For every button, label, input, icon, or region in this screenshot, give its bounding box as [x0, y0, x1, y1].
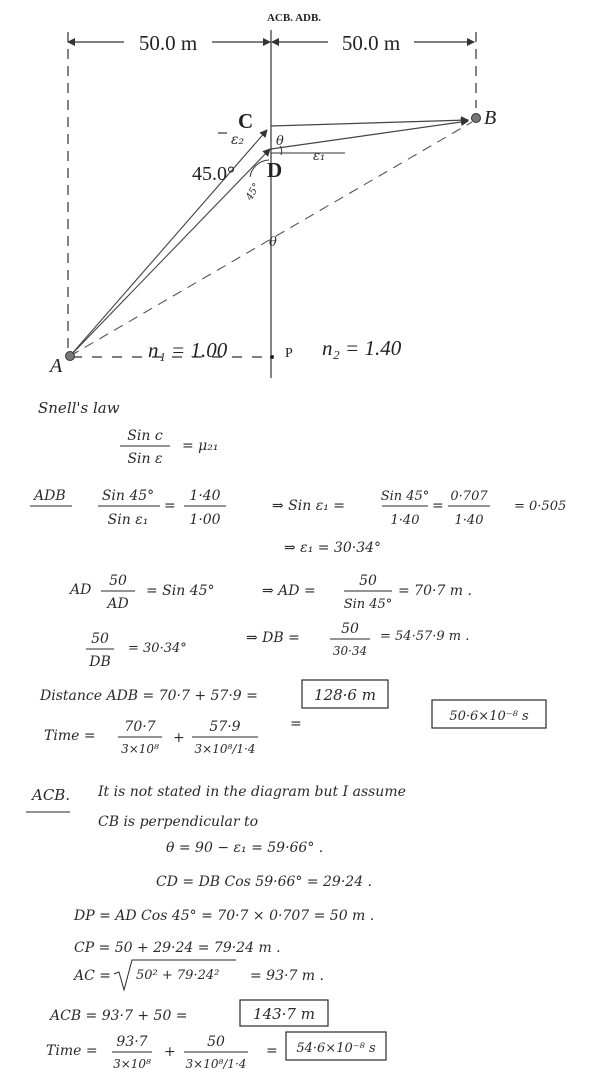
- l1-equals-2: =: [432, 498, 444, 514]
- l4-mid: = 30·34°: [128, 641, 187, 656]
- l6-answer: 50·6×10⁻⁸ s: [449, 709, 529, 724]
- snell-law-heading: Snell's law: [38, 399, 120, 417]
- l5-distance-adb: Distance ADB = 70·7 + 57·9 =: [40, 688, 258, 704]
- l3-frac2-den: Sin 45°: [343, 597, 393, 612]
- point-p: [270, 355, 274, 359]
- l8-cd: CD = DB Cos 59·66° = 29·24 .: [156, 874, 372, 890]
- l13-answer: 54·6×10⁻⁸ s: [296, 1041, 376, 1056]
- l6-lead: Time =: [44, 728, 96, 744]
- l1-frac2-den: 1·00: [189, 512, 221, 528]
- l1-result: = 0·505: [514, 499, 567, 514]
- l1-frac4-den: 1·40: [454, 513, 484, 528]
- l6-frac1-den: 3×10⁸: [121, 742, 159, 756]
- l1-frac3-num: Sin 45°: [380, 489, 430, 504]
- label-a: A: [50, 355, 63, 377]
- l3-frac2-num: 50: [359, 573, 377, 589]
- l6-frac2-den: 3×10⁸/1·4: [194, 742, 256, 756]
- label-c: C: [238, 109, 254, 133]
- angle-small-45: 45°: [244, 181, 263, 203]
- l3-result: = 70·7 m .: [398, 583, 472, 599]
- label-p: P: [285, 346, 293, 361]
- handwritten-solution: [26, 399, 566, 1071]
- refractive-index-n2: n₂ = 1.40: [322, 336, 402, 360]
- acb-section-label: ACB.: [32, 786, 71, 804]
- l4-frac1-den: DB: [89, 654, 111, 670]
- l6-plus: +: [173, 730, 185, 746]
- epsilon2-label: ε₂: [231, 132, 245, 148]
- l11-result: = 93·7 m .: [250, 968, 324, 984]
- adb-section-label: ADB: [34, 488, 66, 504]
- l3-frac1-den: AD: [107, 596, 129, 612]
- acb-note-line2: CB is perpendicular to: [98, 814, 259, 830]
- l1-frac4-num: 0·707: [450, 489, 488, 504]
- l12-acb-total: ACB = 93·7 + 50 =: [50, 1008, 188, 1024]
- l4-implies: ⇒ DB =: [246, 630, 300, 646]
- l1-frac3-den: 1·40: [390, 513, 420, 528]
- l1-frac1-den: Sin ε₁: [107, 512, 149, 528]
- l13-plus: +: [164, 1044, 176, 1060]
- ray-a-to-d: [70, 149, 270, 356]
- l10-cp: CP = 50 + 29·24 = 79·24 m .: [74, 940, 281, 956]
- l4-frac2-num: 50: [341, 621, 359, 637]
- l4-result: = 54·57·9 m .: [380, 629, 470, 644]
- epsilon1-label: ε₁: [313, 149, 326, 164]
- l3-lead: AD: [70, 582, 92, 598]
- l7-theta: θ = 90 − ε₁ = 59·66° .: [166, 840, 324, 856]
- l1-implies: ⇒ Sin ε₁ =: [272, 498, 346, 514]
- l3-frac1-num: 50: [109, 573, 127, 589]
- l1-frac1-num: Sin 45°: [101, 488, 155, 504]
- l13-frac2-num: 50: [207, 1034, 225, 1050]
- l3-mid: = Sin 45°: [146, 583, 215, 599]
- snell-rhs: = μ₂₁: [182, 438, 219, 454]
- distance-label-left: 50.0 m: [138, 31, 198, 55]
- label-d: D: [267, 158, 283, 182]
- distance-label-right: 50.0 m: [341, 31, 401, 55]
- l13-frac1-den: 3×10⁸: [113, 1057, 151, 1071]
- label-b: B: [484, 107, 497, 129]
- angle-label-45: 45.0°: [192, 163, 235, 185]
- l11-radicand: 50² + 79·24²: [136, 968, 220, 983]
- l1-equals: =: [164, 498, 176, 514]
- snell-fraction-denominator: Sin ε: [127, 451, 163, 467]
- l2-epsilon1: ⇒ ε₁ = 30·34°: [284, 540, 382, 556]
- l6-frac2-num: 57·9: [209, 719, 241, 735]
- point-a: [66, 352, 75, 361]
- l11-lead: AC =: [74, 968, 112, 984]
- optics-diagram: [48, 30, 496, 378]
- l12-answer: 143·7 m: [253, 1005, 315, 1023]
- acb-note-line1: It is not stated in the diagram but I assume: [98, 784, 406, 800]
- l13-equals: =: [266, 1043, 278, 1059]
- refractive-index-n1: n₁ = 1.00: [148, 338, 228, 362]
- l5-answer: 128·6 m: [314, 686, 376, 704]
- l3-implies: ⇒ AD =: [262, 583, 316, 599]
- l4-frac2-den: 30·34: [332, 644, 368, 658]
- l13-lead: Time =: [46, 1043, 98, 1059]
- ray-a-to-c: [70, 130, 267, 356]
- snell-fraction-numerator: Sin c: [127, 428, 163, 444]
- l9-dp: DP = AD Cos 45° = 70·7 × 0·707 = 50 m .: [74, 908, 375, 924]
- theta-label-lower: θ: [269, 235, 277, 250]
- l13-frac1-num: 93·7: [116, 1034, 148, 1050]
- theta-label-c: θ: [276, 134, 284, 149]
- l13-frac2-den: 3×10⁸/1·4: [185, 1057, 247, 1071]
- page-title: ACB. ADB.: [266, 12, 322, 24]
- l4-frac1-num: 50: [91, 631, 109, 647]
- l6-frac1-num: 70·7: [124, 719, 156, 735]
- point-b: [472, 114, 481, 123]
- l6-equals: =: [290, 716, 302, 732]
- l1-frac2-num: 1·40: [189, 488, 221, 504]
